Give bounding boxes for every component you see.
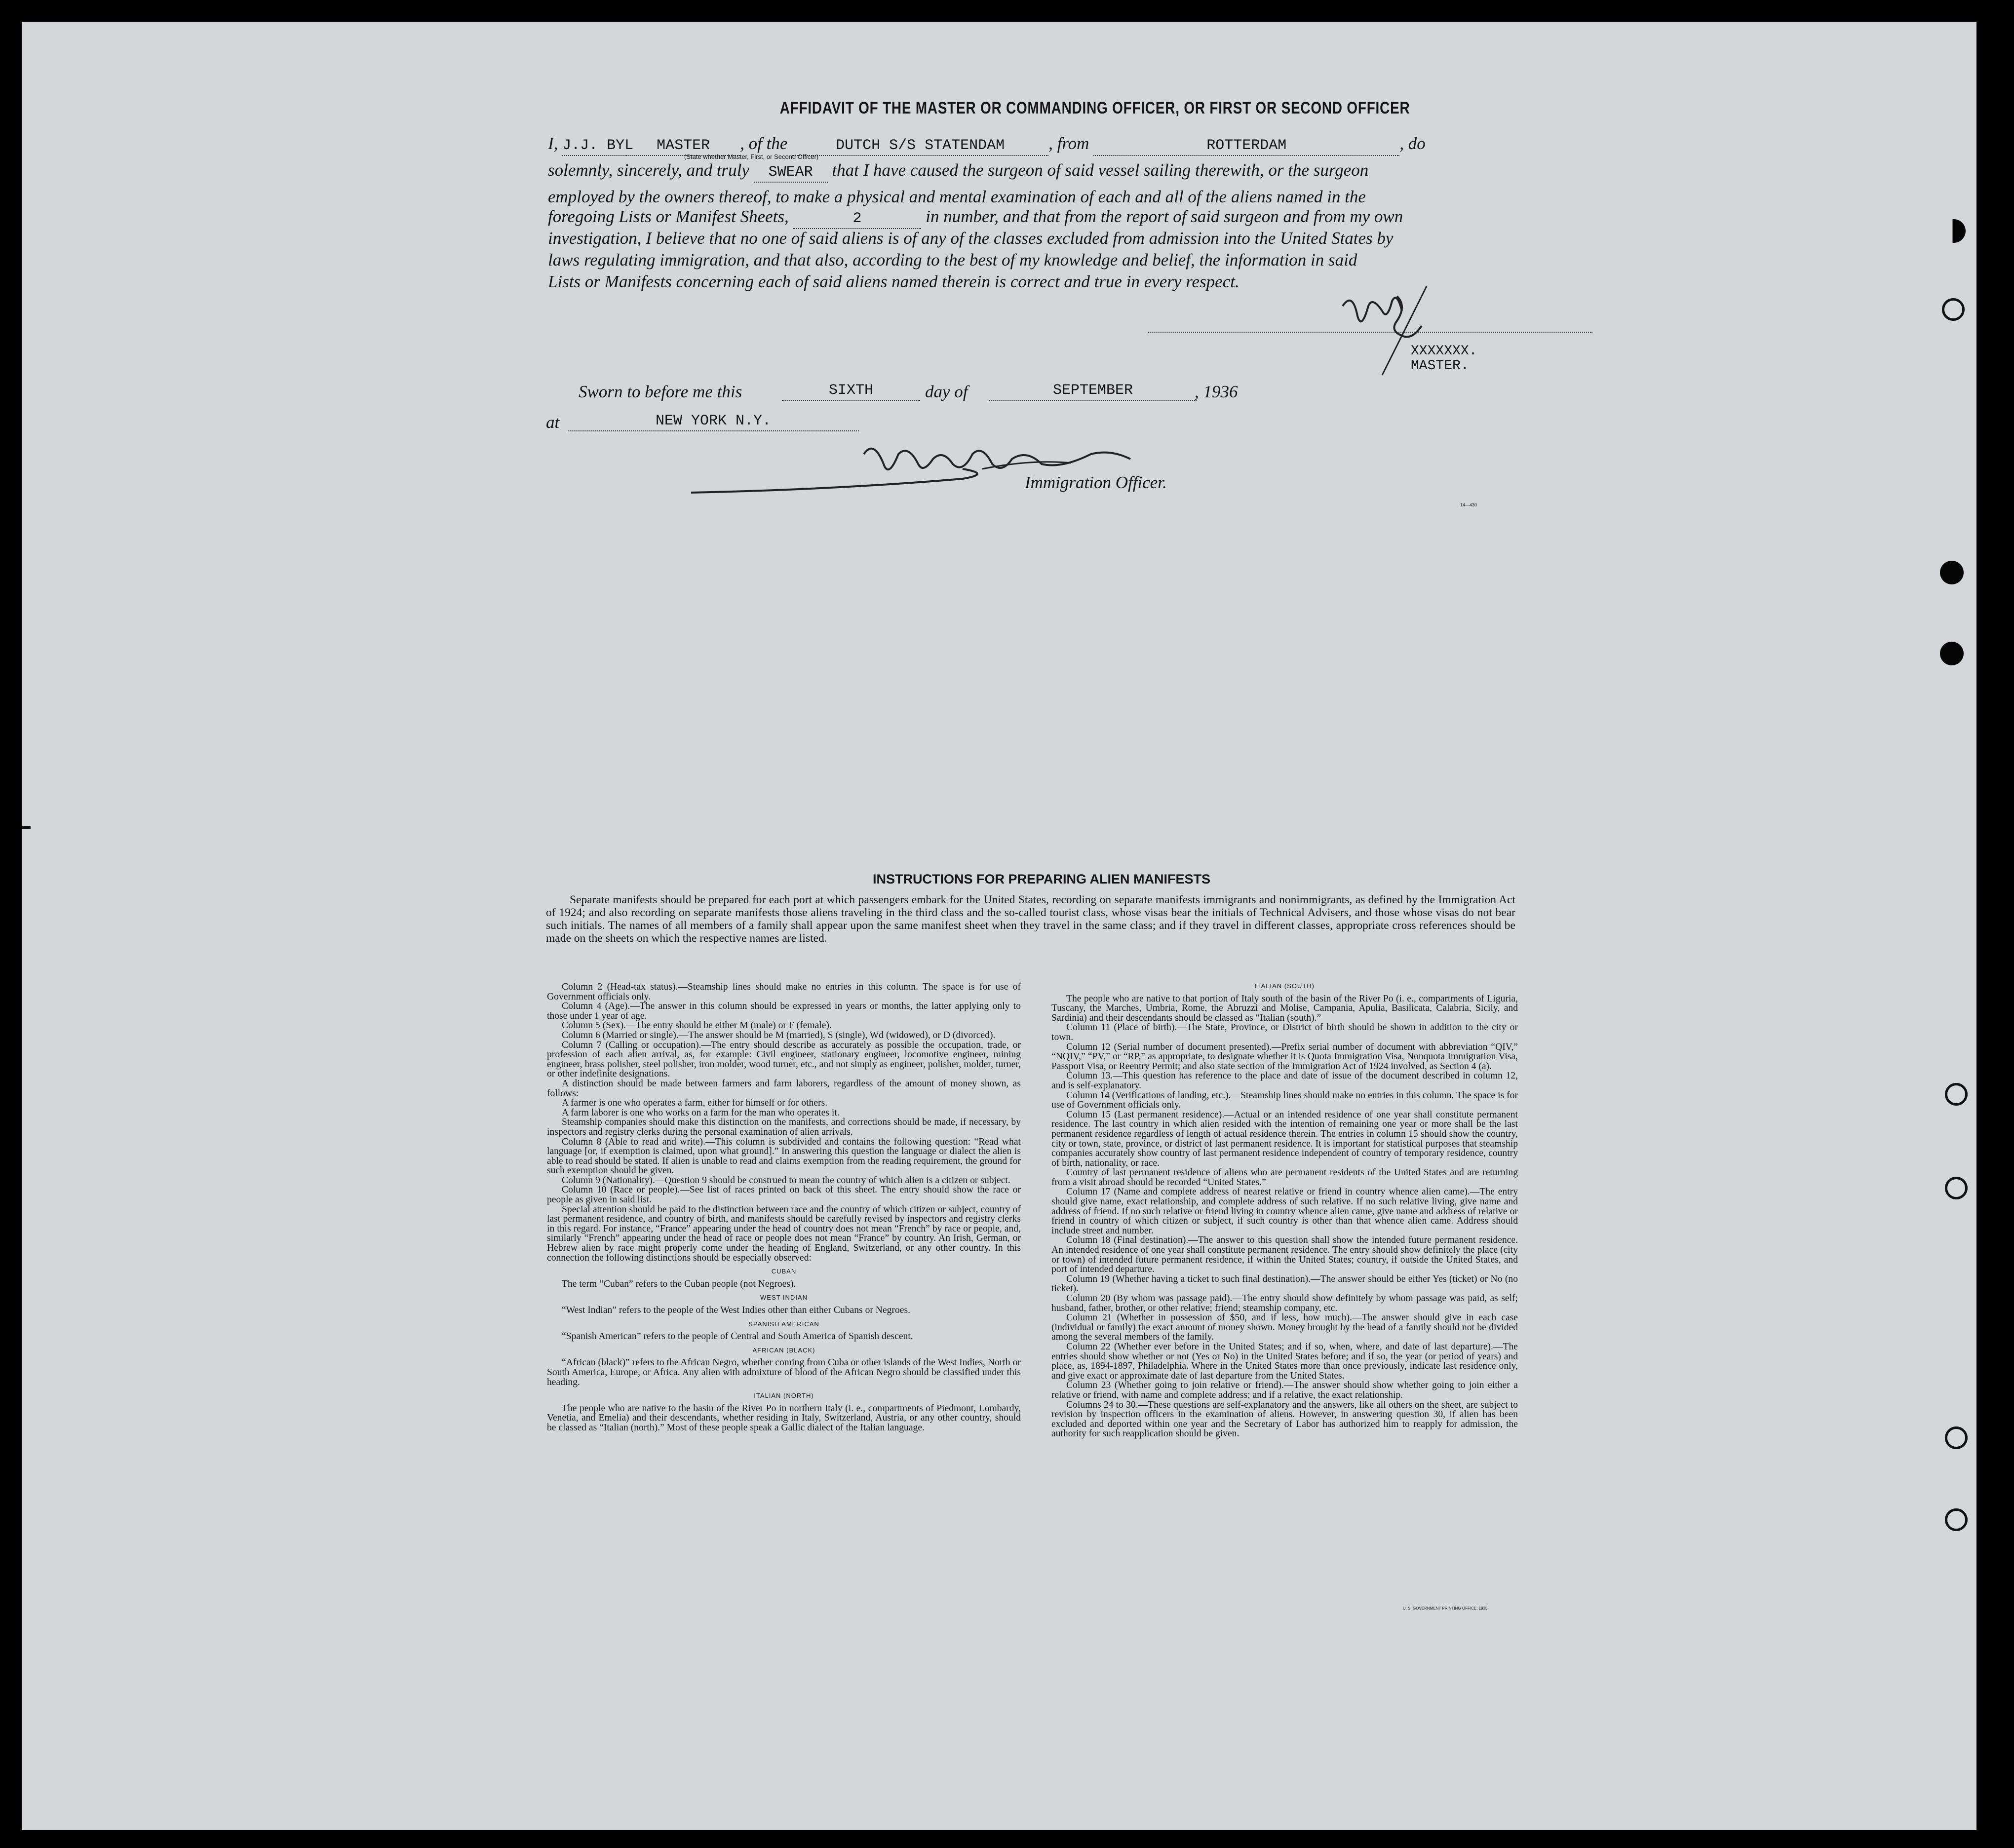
month-field: SEPTEMBER [989,381,1197,401]
edge-mark [22,826,31,829]
binder-hole-icon [1945,1426,1968,1449]
instruction-paragraph: Special attention should be paid to the distinction between race and the country of which citizen or subject, country of last permanent residence, and country of birth, and manifests should be carefully revised by inspectors and registry clerks in this regard. For instance, “France” appearing under the head of country does not mean “French” by race or people, and, similarly “French” appearing under the head of race or people does not mean “France” by country. An Irish, German, or Hebrew alien by race might properly come under the heading of England, Switzerland, or any other country. In this connection the following distinctions should be especially observed: [547,1204,1021,1263]
instruction-paragraph: Column 19 (Whether having a ticket to such final destination).—The answer should be either Yes (ticket) or No (no ticket). [1051,1273,1518,1294]
printer-imprint: U. S. GOVERNMENT PRINTING OFFICE: 1935 [1403,1606,1488,1611]
officer-typed: XXXXXXX. [1411,344,1477,359]
at-text: at [546,413,560,432]
instruction-paragraph: Column 6 (Married or single).—The answer should be M (married), S (single), Wd (widowed), or D (divorced). [562,1030,996,1040]
affidavit-line-2 [548,157,1368,184]
instruction-paragraph: Column 15 (Last permanent residence).—Actual or an intended residence of one year shall constitute permanent residence. The last country in which alien resided with the intention of remaining one year or more shall be the last permanent residence regardless of length of actual residence therein. The entries in column 15 should show the country, city or town, state, province, or district of last permanent residence. It is important for statistical purposes that steamship companies accurately show country of last permanent residence independent of country of temporary residence, country of birth, nationality, or race. [1051,1109,1518,1168]
instruction-paragraph: Column 8 (Able to read and write).—This column is subdivided and contains the following question: “Read what language [or, if exemption is claimed, upon what ground].” In answering this question the language or dialect the alien is able to read should be stated. If alien is unable to read and claims exemption from the reading requirement, the ground for such exemption should be given. [547,1136,1021,1176]
instructions-intro: Separate manifests should be prepared for each port at which passengers embark for the United States, recording on separate manifests immigrants and nonimmigrants, as defined by the Immigration Act of 1924; and also recording on separate manifests those aliens traveling in the third class and the so-called tourist class, whose visas bear the initials of Technical Advisers, and those whose visas do not bear such initials. The names of all members of a family shall appear upon the same manifest sheet when they travel in the same class; and if they travel in different classes, appropriate cross references should be made on the sheets on which the respective names are listed. [546,893,1515,945]
instructions-title: INSTRUCTIONS FOR PREPARING ALIEN MANIFESTS [872,872,1211,886]
text-foregoing: foregoing Lists or Manifest Sheets, [548,207,789,226]
instruction-paragraph: Column 21 (Whether in possession of $50, and if less, how much).—The answer should give in each case (individual or family) the exact amount of money shown. Money brought by the head of a family should not be divided among the several members of the family. [1051,1312,1518,1343]
text-number: in number, and that from the report of said surgeon and from my own [926,207,1403,226]
oath-field: SWEAR [754,163,828,183]
immigration-officer-label: Immigration Officer. [1025,473,1167,492]
instruction-paragraph: The people who are native to that portion of Italy south of the basin of the River Po (i. e., compartments of Liguria, Tuscany, the Marches, Umbria, Rome, the Abruzzi and Molise, Campania, Apulia, Basilicata, Calabria, Sicily, and Sardinia) and their descendants should be classed as “Italian (south).” [1051,993,1518,1023]
place-field: NEW YORK N.Y. [568,412,859,431]
instruction-paragraph: Column 5 (Sex).—The entry should be either M (male) or F (female). [562,1020,832,1031]
instruction-paragraph: Steamship companies should make this distinction on the manifests, and corrections should be made, if necessary, by inspectors and registry clerks during the personal examination of alien arrivals. [547,1117,1021,1137]
instruction-paragraph: Column 22 (Whether ever before in the United States; and if so, when, where, and date of last departure).—The entries should show whether or not (Yes or No) in the United States before; and if so, the year (or period of years) and place, as, 1894-1897, Philadelphia. Where in the United States more than once previously, indicate last residence only, and give exact or approximate date of last departure from the United States. [1051,1341,1518,1381]
section-heading-italian-south: ITALIAN (SOUTH) [1255,982,1315,990]
binder-hole-icon [1940,642,1964,665]
affidavit-line-5: investigation, I believe that no one of said aliens is of any of the classes excluded from admission into the United States by [548,229,1394,248]
text-caused: that I have caused the surgeon of said vessel sailing therewith, or the surgeon [832,160,1369,180]
form-number: 14—430 [1460,502,1477,507]
instruction-paragraph: Column 12 (Serial number of document presented).—Prefix serial number of document with abbreviation “QIV,” “NQIV,” “PV,” or “RP,” as appropriate, to designate whether it is Quota Immigration Visa, Nonquota Immigration Visa, Passport Visa, or Reentry Permit; and also state section of the Immigration Act of 1924 involved, as Section 4 (a). [1051,1041,1518,1072]
text-do: , do [1399,134,1426,153]
text-from: , from [1048,134,1089,153]
binder-hole-icon [1940,561,1964,584]
section-heading-african: AFRICAN (BLACK) [752,1346,815,1354]
instruction-paragraph: The people who are native to the basin of the River Po in northern Italy (i. e., compartments of Piedmont, Lombardy, Venetia, and Emelia) and their descendants, whether residing in Italy, Switzerland, Austria, or any other country, should be classed as “Italian (north).” Most of these people speak a Gallic dialect of the Italian language. [547,1403,1021,1433]
instruction-paragraph: A farmer is one who operates a farm, either for himself or for others. [562,1098,828,1109]
section-heading-italian-north: ITALIAN (NORTH) [754,1392,814,1400]
binder-hole-icon [1942,298,1965,321]
binder-hole-icon [1945,1083,1968,1106]
instruction-paragraph: A distinction should be made between farmers and farm laborers, regardless of the amount of money shown, as follows: [547,1078,1021,1099]
section-heading-spanish-american: SPANISH AMERICAN [748,1320,819,1328]
master-signature-line [1148,332,1592,333]
instruction-paragraph: Column 14 (Verifications of landing, etc.).—Steamship lines should make no entries in this column. The space is for use of Government officials only. [1051,1090,1518,1111]
rank-note: (State whether Master, First, or Second Officer) [684,153,819,160]
officer-name-field: J.J. BYL [562,136,626,156]
instructions-left-column [547,982,1021,1433]
instruction-paragraph: The term “Cuban” refers to the Cuban people (not Negroes). [562,1278,796,1289]
binder-hole-icon [1945,1508,1968,1531]
instruction-paragraph: Column 2 (Head-tax status).—Steamship lines should make no entries in this column. The space is for use of Government officials only. [547,982,1021,1002]
binder-hole-icon [1945,1177,1968,1199]
instruction-paragraph: “African (black)” refers to the African Negro, whether coming from Cuba or other islands of the West Indies, North or South America, Europe, or Africa. Any alien with admixture of blood of the African Negro should be classified under this heading. [547,1357,1021,1387]
instruction-paragraph: A farm laborer is one who works on a farm for the man who operates it. [562,1107,840,1118]
instruction-paragraph: Column 13.—This question has reference to the place and date of issue of the document described in column 12, and is self-explanatory. [1051,1071,1518,1091]
day-field: SIXTH [782,381,920,401]
text-solemnly: solemnly, sincerely, and truly [548,160,749,180]
officer-title: MASTER. [1411,358,1469,374]
instruction-paragraph: Column 20 (By whom was passage paid).—The entry should show definitely by whom passage was paid, as self; husband, father, brother, or other relative; friend; steamship company, etc. [1051,1293,1518,1313]
instruction-paragraph: Column 9 (Nationality).—Question 9 should be construed to mean the country of which alien is a citizen or subject. [562,1175,1010,1186]
instruction-paragraph: “Spanish American” refers to the people of Central and South America of Spanish descent. [562,1331,913,1342]
instruction-paragraph: Country of last permanent residence of aliens who are permanent residents of the United States and are returning from a visit abroad should be recorded “United States.” [1051,1167,1518,1188]
officer-rank-field: MASTER [626,136,740,156]
text-of-the: , of the [740,134,788,153]
binder-hole-icon [1942,219,1966,243]
affidavit-line-1 [548,130,1426,157]
year-text: , 1936 [1195,382,1238,401]
affidavit-line-7: Lists or Manifests concerning each of said aliens named therein is correct and true in every respect. [548,272,1239,291]
instruction-paragraph: Column 23 (Whether going to join relative or friend).—The answer should show whether going to join either a relative or friend, with name and complete address; and if a relative, the exact relationship. [1051,1380,1518,1400]
section-heading-west-indian: WEST INDIAN [760,1294,808,1302]
instruction-paragraph: Column 18 (Final destination).—The answer to this question shall show the intended future permanent residence. An intended residence of one year shall constitute permanent residence. The entry should show definitely the place (city or town) of intended future permanent residence, if within the United States; country, if outside the United States, and port of intended departure. [1051,1235,1518,1275]
instruction-paragraph: Column 17 (Name and complete address of nearest relative or friend in country whence alien came).—The entry should give name, exact relationship, and complete address of such relative. If no such relative living, give name and address of friend. If no such relative or friend living in country whence alien came, give name and address of relative or friend in country of which citizen or subject, if such country is other than that whence alien came. Address should include street and number. [1051,1187,1518,1236]
instruction-paragraph: Column 11 (Place of birth).—The State, Province, or District of birth should be shown in addition to the city or town. [1051,1022,1518,1042]
affidavit-title: AFFIDAVIT OF THE MASTER OR COMMANDING OFFICER, OR FIRST OR SECOND OFFICER [779,99,1410,117]
sworn-text: Sworn to before me this [579,382,742,401]
instruction-paragraph: Column 4 (Age).—The answer in this column should be expressed in years or months, the latter applying only to those under 1 year of age. [547,1001,1021,1021]
instruction-paragraph: Columns 24 to 30.—These questions are self-explanatory and the answers, like all others on the sheet, are subject to revision by inspection officers in the examination of aliens. However, in answering question 30, if alien has been excluded and deported within one year and the Secretary of Labor has authorized him to reapply for admission, the authority for such reapplication should be given. [1051,1399,1518,1439]
port-field: ROTTERDAM [1093,136,1399,156]
section-heading-cuban: CUBAN [771,1268,797,1275]
instruction-paragraph: “West Indian” refers to the people of the West Indies other than either Cubans or Negroes. [562,1305,910,1315]
vessel-field: DUTCH S/S STATENDAM [792,136,1048,156]
instruction-paragraph: Column 10 (Race or people).—See list of races printed on back of this sheet. The entry should show the race or people as given in said list. [547,1185,1021,1205]
instruction-paragraph: Column 7 (Calling or occupation).—The entry should describe as accurately as possible the occupation, trade, or profession of each alien arrival, as, for example: Civil engineer, stationary engineer, locomotive engineer, mining engineer, brass polisher, steel polisher, iron molder, wood turner, etc., and not simply as engineer, polisher, molder, turner, or other indefinite designations. [547,1040,1021,1079]
day-of-text: day of [925,382,968,401]
text-i: I, [548,134,558,153]
instructions-right-column [1051,977,1518,1439]
sheets-count-field: 2 [793,209,921,229]
affidavit-line-3: employed by the owners thereof, to make a physical and mental examination of each and all of the aliens named in the [548,187,1366,206]
affidavit-line-6: laws regulating immigration, and that also, according to the best of my knowledge and belief, the information in said [548,250,1357,270]
